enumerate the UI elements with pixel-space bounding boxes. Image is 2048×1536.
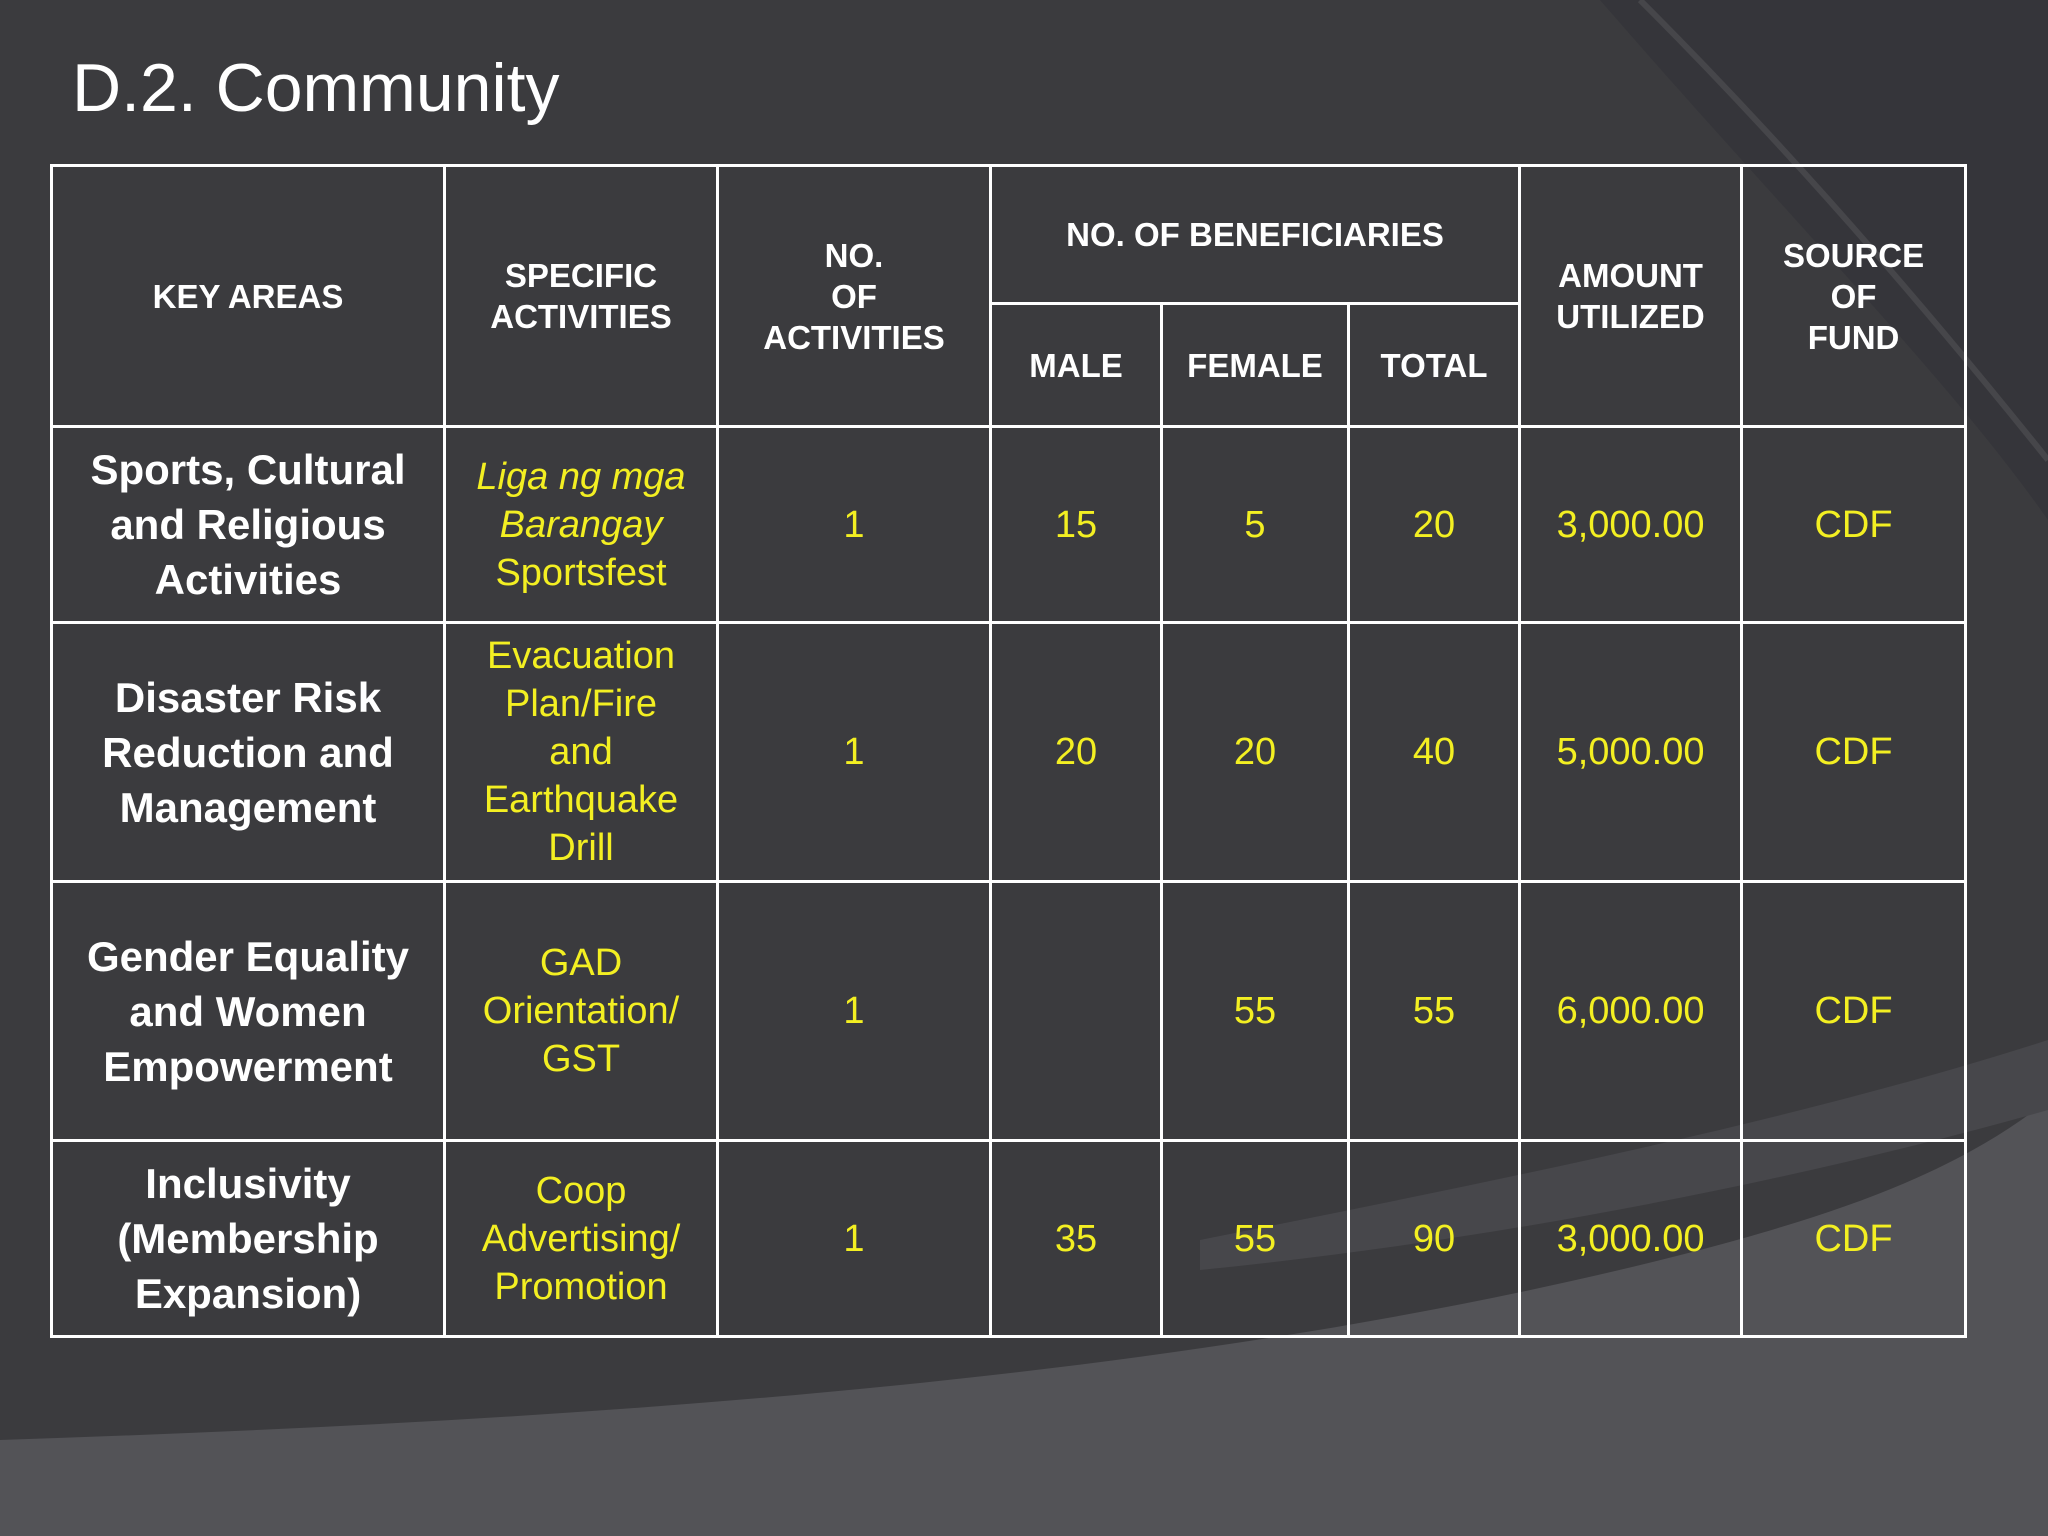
no-of-activities-cell: 1 <box>718 1141 991 1337</box>
activity-cell: GAD Orientation/ GST <box>445 882 718 1141</box>
female-cell: 55 <box>1162 882 1349 1141</box>
header-specific-activities: SPECIFIC ACTIVITIES <box>445 166 718 427</box>
header-row <box>52 166 1966 304</box>
source-cell: CDF <box>1742 1141 1966 1337</box>
key-area-cell: Disaster Risk Reduction and Management <box>52 623 445 882</box>
female-cell: 20 <box>1162 623 1349 882</box>
no-of-activities-cell: 1 <box>718 882 991 1141</box>
source-cell: CDF <box>1742 882 1966 1141</box>
table-row <box>52 1141 1966 1337</box>
amount-cell: 3,000.00 <box>1520 427 1742 623</box>
amount-cell: 5,000.00 <box>1520 623 1742 882</box>
total-cell: 40 <box>1349 623 1520 882</box>
no-of-activities-cell: 1 <box>718 623 991 882</box>
male-cell: 20 <box>991 623 1162 882</box>
female-cell: 55 <box>1162 1141 1349 1337</box>
header-no-of-activities: NO. OF ACTIVITIES <box>718 166 991 427</box>
male-cell <box>991 882 1162 1141</box>
female-cell: 5 <box>1162 427 1349 623</box>
slide-title: D.2. Community <box>72 50 560 126</box>
no-of-activities-cell: 1 <box>718 427 991 623</box>
key-area-cell: Sports, Cultural and Religious Activities <box>52 427 445 623</box>
table-row <box>52 427 1966 623</box>
total-cell: 90 <box>1349 1141 1520 1337</box>
total-cell: 55 <box>1349 882 1520 1141</box>
activity-cell: Liga ng mga Barangay Sportsfest <box>445 427 718 623</box>
source-cell: CDF <box>1742 427 1966 623</box>
header-male: MALE <box>991 304 1162 427</box>
community-table <box>50 164 1967 1338</box>
key-area-cell: Inclusivity (Membership Expansion) <box>52 1141 445 1337</box>
header-female: FEMALE <box>1162 304 1349 427</box>
table-row <box>52 623 1966 882</box>
header-total: TOTAL <box>1349 304 1520 427</box>
total-cell: 20 <box>1349 427 1520 623</box>
male-cell: 35 <box>991 1141 1162 1337</box>
amount-cell: 6,000.00 <box>1520 882 1742 1141</box>
header-amount-utilized: AMOUNT UTILIZED <box>1520 166 1742 427</box>
header-key-areas: KEY AREAS <box>52 166 445 427</box>
activity-cell: Evacuation Plan/Fire and Earthquake Drill <box>445 623 718 882</box>
source-cell: CDF <box>1742 623 1966 882</box>
key-area-cell: Gender Equality and Women Empowerment <box>52 882 445 1141</box>
header-no-of-beneficiaries: NO. OF BENEFICIARIES <box>991 166 1520 304</box>
male-cell: 15 <box>991 427 1162 623</box>
table-row <box>52 882 1966 1141</box>
activity-cell: Coop Advertising/ Promotion <box>445 1141 718 1337</box>
header-source-of-fund: SOURCE OF FUND <box>1742 166 1966 427</box>
amount-cell: 3,000.00 <box>1520 1141 1742 1337</box>
